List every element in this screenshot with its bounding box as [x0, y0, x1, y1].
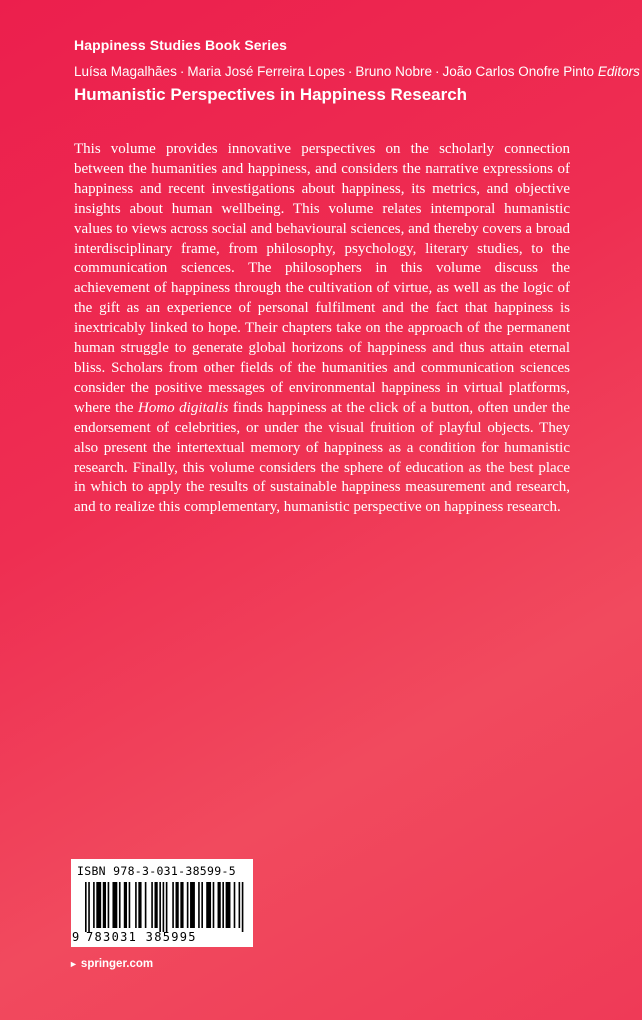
barcode-bar — [119, 882, 121, 928]
series-title: Happiness Studies Book Series — [74, 37, 287, 53]
separator: · — [347, 64, 353, 79]
editors-role: Editors — [597, 64, 640, 79]
barcode-first-digit: 9 — [72, 930, 80, 944]
barcode-digits: 783031 385995 — [86, 930, 197, 944]
barcode-bar — [108, 882, 110, 928]
barcode-bar — [145, 882, 147, 928]
barcode-bar — [138, 882, 141, 928]
barcode-bar — [93, 882, 95, 928]
publisher-url: springer.com — [80, 958, 154, 970]
editor-name: Bruno Nobre — [355, 64, 432, 79]
publisher-link[interactable] — [69, 958, 153, 970]
barcode-bar — [159, 882, 161, 932]
barcode-bar — [234, 882, 236, 928]
barcode-bar — [154, 882, 157, 928]
barcode-bar — [190, 882, 195, 928]
barcode-bar — [239, 882, 241, 928]
barcode-bar — [201, 882, 203, 928]
barcode-bar — [226, 882, 231, 928]
editors-line — [74, 64, 640, 79]
barcode-bar — [124, 882, 127, 928]
barcode-bar — [96, 882, 101, 928]
barcode-bar — [198, 882, 200, 928]
barcode-bar — [206, 882, 211, 928]
blurb-italic-term: Homo digitalis — [138, 399, 229, 416]
back-cover-blurb — [74, 140, 570, 518]
barcode-bar — [242, 882, 244, 932]
separator: · — [434, 64, 440, 79]
book-title: Humanistic Perspectives in Happiness Research — [74, 85, 468, 104]
editor-name: Maria José Ferreira Lopes — [187, 64, 345, 79]
editor-name: João Carlos Onofre Pinto — [442, 64, 595, 79]
barcode-bar — [112, 882, 117, 928]
barcode-bar — [135, 882, 137, 928]
blurb-text: finds happiness at the click of a button, often under the endorsement of celebrities, or under the visual fruition of playful objects. They also present the intertextual memory of happiness as a condition for humanistic research. Finally, this volume considers the sphere of education as the best place in which to apply the results of sustainable happiness measurement and research, and to realize this complementary, humanistic perspective on happiness research. — [74, 399, 571, 516]
arrow-right-icon: ► — [69, 959, 78, 969]
barcode — [71, 859, 253, 947]
barcode-bar — [129, 882, 131, 928]
barcode-bar — [103, 882, 106, 928]
barcode-bars — [85, 882, 245, 932]
editor-name: Luísa Magalhães — [74, 64, 177, 79]
barcode-bar — [166, 882, 168, 932]
barcode-bar — [187, 882, 189, 928]
barcode-bar — [213, 882, 215, 928]
barcode-bar — [151, 882, 153, 928]
barcode-bar — [88, 882, 90, 932]
blurb-text: This volume provides innovative perspectives on the scholarly connection between the humanities and happiness, and considers the narrative expressions of happiness and recent investigations about happiness, its metrics, and objective insights about human wellbeing. This volume relates intemporal humanistic values to views across social and behavioural sciences, and thereby covers a broad interdisciplinary frame, from philosophy, psychology, literary studies, to the communication sciences. The philosophers in this volume discuss the achievement of happiness through the cultivation of virtue, as well as the logic of the gift as an experience of personal fulfilment and the fact that happiness is inextricably linked to hope. Their chapters take on the approach of the permanent human struggle to generate global horizons of happiness and thus attain eternal bliss. Scholars from other fields of the humanities and communication sciences consider the positive messages of environmental happiness in virtual platforms, where the — [74, 141, 570, 416]
barcode-bar — [180, 882, 183, 928]
separator: · — [179, 64, 185, 79]
barcode-bar — [222, 882, 224, 928]
isbn-label: ISBN 978-3-031-38599-5 — [77, 864, 236, 878]
barcode-bar — [85, 882, 87, 932]
barcode-bar — [172, 882, 174, 928]
barcode-bar — [218, 882, 221, 928]
barcode-bar — [176, 882, 179, 928]
barcode-bar — [163, 882, 165, 932]
